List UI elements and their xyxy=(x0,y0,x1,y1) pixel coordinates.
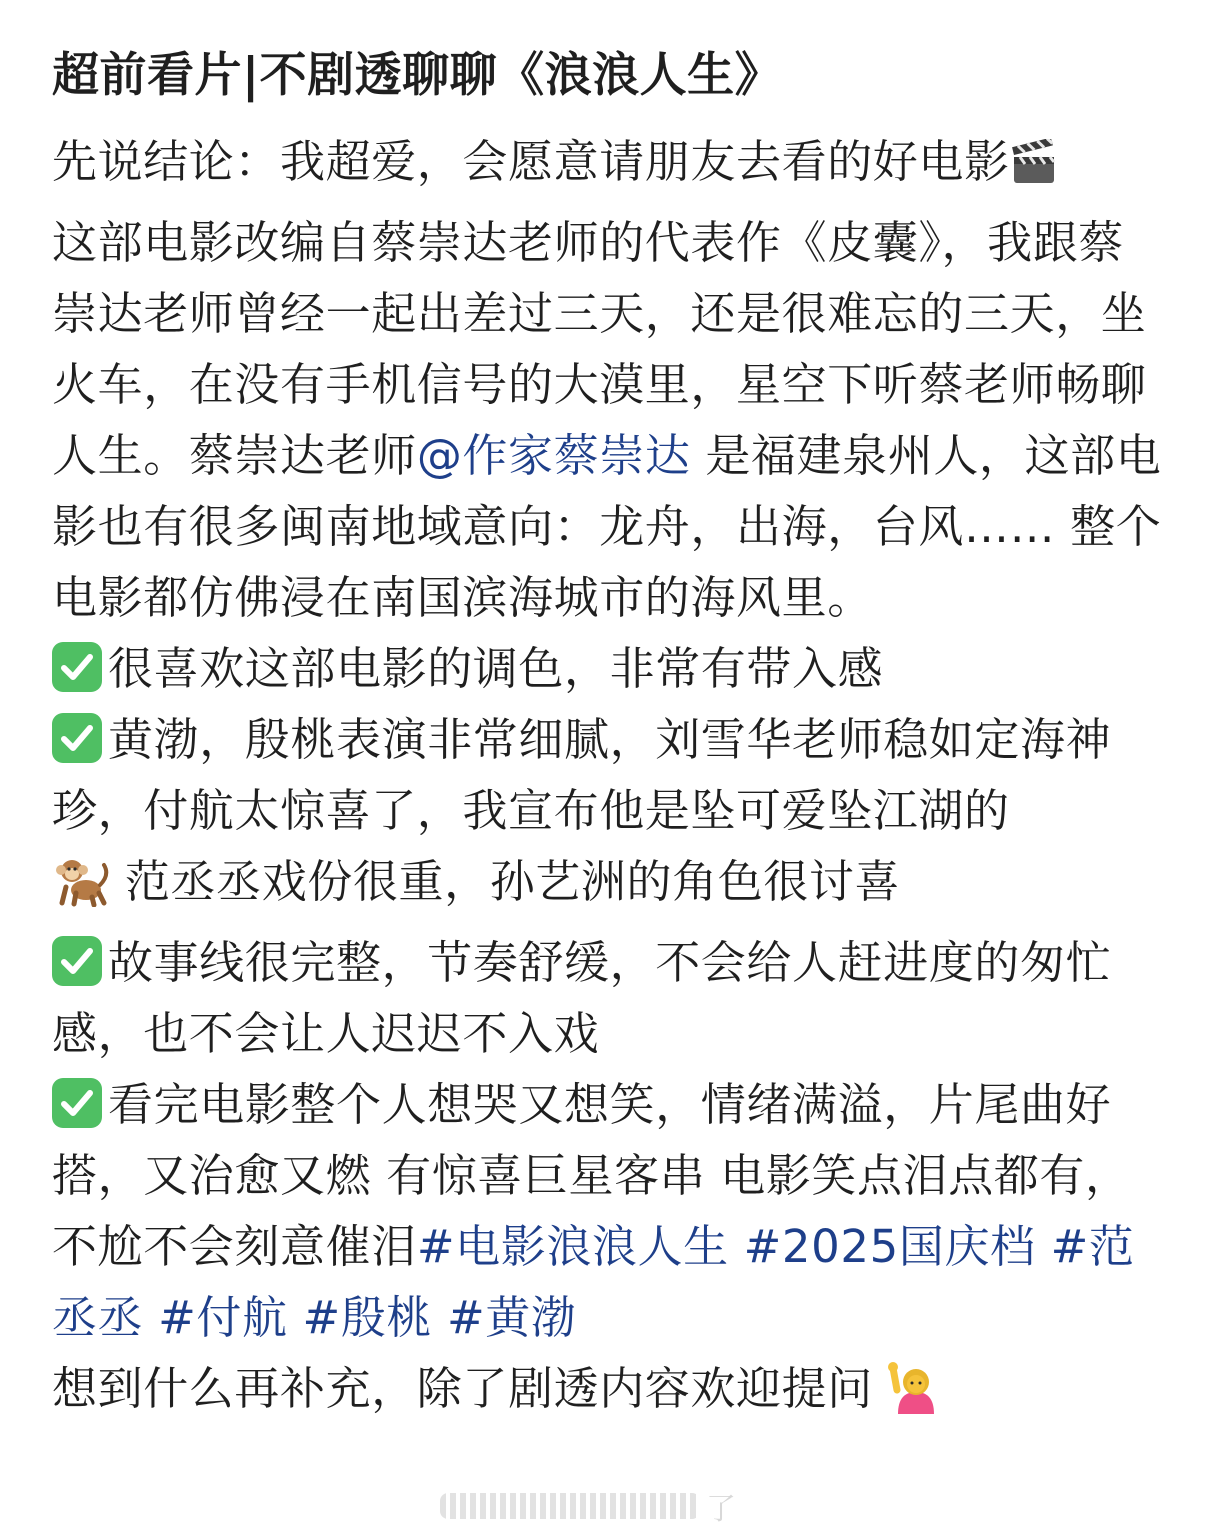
point-text: 看完电影整个人想哭又想笑，情绪满溢，片尾曲好搭，又治愈又燃 有惊喜巨星客串 电影笑点泪点都有，不尬不会刻意催泪 xyxy=(52,1078,1131,1273)
check-mark-button-icon xyxy=(52,642,102,692)
hashtag-link[interactable]: #黄渤 xyxy=(446,1291,577,1344)
closing-text: 想到什么再补充，除了剧透内容欢迎提问 xyxy=(52,1362,873,1415)
clapperboard-icon xyxy=(1010,136,1058,207)
check-mark-button-icon xyxy=(52,1078,102,1128)
monkey-icon xyxy=(52,856,110,927)
point-text: 范丞丞戏份很重，孙艺洲的角色很讨喜 xyxy=(124,855,901,908)
point-text: 黄渤，殷桃表演非常细腻，刘雪华老师稳如定海神珍，付航太惊喜了，我宣布他是坠可爱坠江湖的 xyxy=(52,713,1112,837)
hashtag-link[interactable]: #2025国庆档 xyxy=(743,1220,1036,1273)
intro-paragraph xyxy=(52,126,1162,633)
post-title: 超前看片|不剧透聊聊《浪浪人生》 xyxy=(52,48,783,103)
intro-text-3: 是福建泉州人，这部电影也有很多闽南地域意向：龙舟，出海，台风…… 整个电影都仿佛浸在南国滨海城市的海风里。 xyxy=(52,429,1162,624)
check-mark-button-icon xyxy=(52,936,102,986)
weibo-watermark xyxy=(440,1486,736,1526)
hashtag-link[interactable]: #范丞丞 xyxy=(52,1220,1135,1344)
post-content xyxy=(52,38,1162,1434)
hashtag-link[interactable]: #殷桃 xyxy=(302,1291,433,1344)
person-raising-hand-icon xyxy=(888,1362,938,1434)
hashtag-link[interactable]: #付航 xyxy=(158,1291,288,1344)
closing-paragraph xyxy=(52,1353,1162,1434)
intro-text-2: 这部电影改编自蔡崇达老师的代表作《皮囊》，我跟蔡崇达老师曾经一起出差过三天，还是很难忘的三天，坐火车，在没有手机信号的大漠里，星空下听蔡老师畅聊人生。蔡崇达老师 xyxy=(52,216,1147,482)
check-mark-button-icon xyxy=(52,713,102,763)
point-text: 故事线很完整，节奏舒缓，不会给人赶进度的匆忙感，也不会让人迟迟不入戏 xyxy=(52,936,1112,1060)
watermark-text: 了 xyxy=(706,1492,736,1527)
point-2 xyxy=(52,704,1162,927)
hashtag-link[interactable]: #电影浪浪人生 xyxy=(416,1220,729,1273)
watermark-bars xyxy=(440,1493,700,1519)
intro-text-1: 先说结论：我超爱，会愿意请朋友去看的好电影 xyxy=(52,135,1010,188)
point-1 xyxy=(52,633,1162,704)
point-3 xyxy=(52,927,1162,1069)
author-mention-link[interactable]: @作家蔡崇达 xyxy=(416,429,691,482)
point-4 xyxy=(52,1069,1162,1353)
point-text: 很喜欢这部电影的调色，非常有带入感 xyxy=(108,642,884,695)
